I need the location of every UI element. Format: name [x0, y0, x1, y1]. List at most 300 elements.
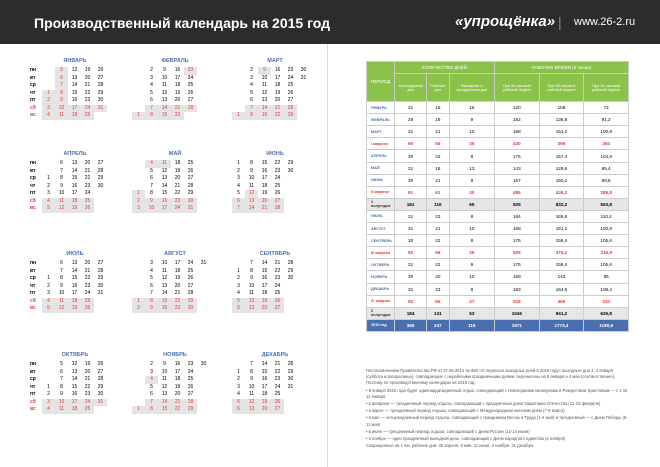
- table-cell: 158,4: [539, 235, 584, 247]
- day-cell: 6: [60, 368, 63, 375]
- day-cell: 25: [81, 298, 94, 306]
- day-cell: 4: [250, 82, 253, 88]
- table-cell: 167: [494, 174, 539, 186]
- day-cell: 19: [174, 275, 181, 281]
- table-cell: 553,8: [584, 198, 629, 210]
- day-cell: 23: [274, 167, 281, 174]
- day-cell: [284, 183, 297, 191]
- month-name: ЯНВАРЬ: [63, 58, 87, 64]
- day-cell: 3: [47, 190, 50, 196]
- table-cell: 23: [427, 210, 450, 222]
- day-cell: [42, 168, 55, 176]
- day-cell: 10: [161, 260, 168, 266]
- period-header: ПЕРИОД: [367, 62, 395, 102]
- day-cell: 17: [261, 175, 268, 181]
- day-cell: 21: [84, 167, 91, 174]
- day-cell: 2: [237, 167, 240, 174]
- day-cell: 21: [174, 290, 181, 296]
- table-cell: 66: [427, 247, 450, 259]
- weekday-labels: пн вт ср чт пт сб вс: [30, 160, 37, 211]
- week-column: [245, 361, 258, 414]
- subheader-cell: При 40-часовой рабочей неделе: [494, 74, 539, 102]
- day-cell: 21: [258, 205, 271, 213]
- table-cell: 157,4: [539, 150, 584, 162]
- day-cell: [132, 384, 145, 392]
- week-column: [94, 67, 107, 120]
- table-cell: 26: [449, 247, 494, 259]
- day-cell: 2: [47, 391, 50, 397]
- table-cell: 30: [449, 186, 494, 198]
- table-cell: 110,4: [584, 210, 629, 222]
- day-cell: [42, 369, 55, 377]
- day-cell: 24: [274, 175, 281, 181]
- day-cell: 26: [187, 89, 194, 96]
- period-name: СЕНТЯБРЬ: [367, 235, 395, 247]
- day-cell: 20: [174, 97, 181, 103]
- day-cell: 25: [274, 290, 281, 296]
- period-name: III квартал: [367, 247, 395, 259]
- month-11: [130, 352, 220, 414]
- table-cell: 10: [449, 223, 494, 235]
- day-cell: 22: [171, 406, 184, 414]
- header-separator: |: [558, 14, 562, 30]
- day-cell: 26: [81, 305, 94, 313]
- day-cell: [197, 399, 210, 407]
- table-cell: 91: [395, 186, 427, 198]
- day-cell: [284, 283, 297, 291]
- day-cell: 19: [68, 305, 81, 313]
- day-cell: 3: [47, 290, 50, 296]
- day-cell: 14: [71, 167, 78, 174]
- day-cell: 28: [271, 205, 284, 213]
- day-cell: [132, 275, 145, 283]
- table-row: [367, 174, 629, 186]
- day-cell: 10: [248, 175, 255, 181]
- day-cell: 7: [145, 399, 158, 407]
- day-cell: 20: [174, 175, 181, 181]
- month-5: [130, 151, 220, 213]
- day-cell: 11: [161, 82, 168, 88]
- day-cell: 12: [161, 89, 168, 96]
- week-column: [297, 67, 310, 120]
- day-cell: 25: [274, 182, 281, 189]
- day-cell: 17: [174, 368, 181, 375]
- month-name: ИЮЛЬ: [66, 251, 84, 257]
- day-cell: 29: [184, 406, 197, 414]
- day-cell: 15: [71, 175, 78, 181]
- day-cell: 30: [97, 282, 104, 289]
- day-cell: 28: [187, 290, 194, 296]
- day-cell: 29: [97, 175, 104, 181]
- table-cell: 20: [427, 271, 450, 283]
- table-cell: 90: [395, 138, 427, 150]
- day-cell: 16: [261, 376, 268, 382]
- day-cell: 6: [232, 198, 245, 206]
- table-cell: 168: [494, 223, 539, 235]
- week-column: [258, 160, 271, 213]
- day-cell: 24: [274, 282, 281, 289]
- day-cell: 24: [287, 74, 294, 81]
- note-paragraph: • в мае — четырехдневный период отдыха, совпадающий с праздником Весны и Труда (1-4 мая) и трехдневный — с Днем Победы (9-11 мая): [366, 415, 628, 427]
- day-cell: [232, 67, 245, 75]
- day-cell: 27: [187, 97, 194, 103]
- day-cell: 15: [71, 275, 78, 281]
- day-cell: 27: [271, 198, 284, 206]
- day-cell: 19: [68, 205, 81, 213]
- week-column: [245, 67, 258, 120]
- week-column: [145, 361, 158, 414]
- day-cell: 14: [258, 105, 271, 113]
- day-cell: 30: [200, 361, 207, 367]
- week-column: [158, 160, 171, 213]
- day-cell: 11: [248, 391, 255, 397]
- table-cell: 55: [427, 138, 450, 150]
- table-cell: 151,2: [539, 126, 584, 138]
- day-cell: 23: [187, 361, 194, 367]
- day-cell: 2: [250, 67, 253, 73]
- week-column: [232, 160, 245, 213]
- day-cell: 30: [97, 97, 104, 103]
- day-cell: 21: [84, 376, 91, 382]
- day-cell: 13: [245, 406, 258, 414]
- day-cell: 8: [145, 298, 158, 306]
- day-cell: 3: [150, 74, 153, 81]
- day-cell: 22: [84, 175, 91, 181]
- day-cell: [94, 205, 107, 213]
- day-cell: 23: [84, 182, 91, 189]
- day-cell: 5: [150, 383, 153, 390]
- day-cell: 8: [250, 160, 253, 166]
- day-cell: 26: [97, 67, 104, 73]
- day-cell: 9: [163, 361, 166, 367]
- day-cell: [297, 112, 310, 120]
- table-cell: 8: [449, 210, 494, 222]
- table-cell: 310: [584, 295, 629, 307]
- day-cell: 9: [145, 198, 158, 206]
- day-cell: 10: [161, 368, 168, 375]
- day-cell: [197, 283, 210, 291]
- day-cell: 30: [287, 167, 294, 174]
- day-cell: 5: [232, 399, 245, 407]
- day-cell: 8: [60, 383, 63, 390]
- day-cell: [284, 290, 297, 298]
- table-cell: 264: [584, 138, 629, 150]
- day-cell: [132, 391, 145, 399]
- period-name: II квартал: [367, 186, 395, 198]
- day-cell: 24: [84, 190, 91, 196]
- day-cell: [284, 205, 297, 213]
- table-cell: 31: [395, 283, 427, 295]
- week-column: [94, 160, 107, 213]
- table-cell: 168: [494, 126, 539, 138]
- day-cell: [132, 268, 145, 276]
- table-cell: 165,6: [539, 210, 584, 222]
- day-cell: 7: [250, 260, 253, 266]
- day-cell: 6: [55, 75, 68, 83]
- table-row: [367, 150, 629, 162]
- day-cell: 27: [271, 305, 284, 313]
- day-cell: [132, 75, 145, 83]
- day-cell: [132, 67, 145, 75]
- day-cell: 18: [174, 267, 181, 274]
- day-cell: [132, 175, 145, 183]
- month-6: [230, 151, 320, 213]
- day-cell: 6: [150, 391, 153, 397]
- day-cell: 28: [184, 105, 197, 113]
- table-cell: 485: [494, 186, 539, 198]
- month-name: МАРТ: [267, 58, 283, 64]
- day-cell: 14: [158, 105, 171, 113]
- table-cell: 131: [427, 307, 450, 319]
- day-cell: 3: [237, 175, 240, 181]
- week-column: [68, 361, 81, 414]
- day-cell: [42, 260, 55, 268]
- weekday-labels: пн вт ср чт пт сб вс: [30, 67, 37, 118]
- week-column: [258, 260, 271, 313]
- day-cell: 15: [161, 190, 168, 196]
- day-cell: [132, 399, 145, 407]
- day-cell: [232, 260, 245, 268]
- day-cell: 28: [187, 182, 194, 189]
- table-cell: 528: [494, 247, 539, 259]
- week-column: [184, 160, 197, 213]
- week-column: [42, 67, 55, 120]
- day-cell: 21: [84, 82, 91, 88]
- day-cell: 25: [187, 376, 194, 382]
- day-cell: 16: [158, 198, 171, 206]
- table-cell: 136,8: [539, 114, 584, 126]
- day-cell: 27: [187, 282, 194, 289]
- day-cell: 15: [258, 112, 271, 120]
- table-cell: 8: [449, 235, 494, 247]
- day-cell: 5: [42, 305, 55, 313]
- table-cell: 30: [395, 235, 427, 247]
- month-3: [230, 58, 320, 120]
- day-cell: 25: [287, 82, 294, 88]
- day-cell: 20: [258, 198, 271, 206]
- day-cell: 3: [250, 74, 253, 81]
- day-cell: 27: [287, 97, 294, 103]
- day-cell: [184, 112, 197, 120]
- day-cell: 8: [60, 275, 63, 281]
- period-name: IV квартал: [367, 295, 395, 307]
- table-row: [367, 223, 629, 235]
- day-cell: [197, 369, 210, 377]
- day-cell: 16: [174, 67, 181, 73]
- table-cell: 13: [449, 162, 494, 174]
- day-cell: 12: [245, 298, 258, 306]
- week-column: [171, 361, 184, 414]
- day-cell: 7: [150, 182, 153, 189]
- day-cell: 17: [158, 205, 171, 213]
- week-column: [184, 361, 197, 414]
- day-cell: 2: [150, 361, 153, 367]
- day-cell: 29: [284, 112, 297, 120]
- day-cell: 22: [84, 275, 91, 281]
- week-column: [245, 260, 258, 313]
- month-1: [30, 58, 120, 120]
- day-cell: 12: [261, 89, 268, 96]
- table-cell: 8: [449, 150, 494, 162]
- day-cell: [297, 90, 310, 98]
- day-cell: [132, 369, 145, 377]
- note-paragraph: • в ноябре — один праздничный выходной день, совпадающий с Днем народного единства (4 ноября): [366, 436, 566, 442]
- table-row: [367, 319, 629, 331]
- month-8: [130, 251, 220, 313]
- week-column: [68, 67, 81, 120]
- day-cell: 18: [68, 112, 81, 120]
- day-cell: 4: [145, 376, 158, 384]
- day-cell: 27: [271, 406, 284, 414]
- site-link[interactable]: www.26-2.ru: [574, 16, 636, 28]
- week-column: [55, 67, 68, 120]
- day-cell: 28: [284, 105, 297, 113]
- day-cell: 22: [171, 298, 184, 306]
- day-cell: 10: [145, 205, 158, 213]
- day-cell: 17: [261, 383, 268, 390]
- day-cell: 7: [60, 167, 63, 174]
- day-cell: 29: [97, 89, 104, 96]
- day-cell: 15: [261, 160, 268, 166]
- day-cell: [197, 384, 210, 392]
- day-cell: 3: [237, 383, 240, 390]
- day-cell: 20: [258, 305, 271, 313]
- brand-logo: «упрощёнка»: [455, 13, 556, 30]
- day-cell: 24: [81, 105, 94, 113]
- week-column: [42, 361, 55, 414]
- day-cell: 24: [187, 368, 194, 375]
- day-cell: 17: [68, 105, 81, 113]
- week-column: [284, 361, 297, 414]
- table-cell: 65: [449, 198, 494, 210]
- day-cell: [284, 406, 297, 414]
- day-cell: 9: [55, 97, 68, 105]
- day-cell: 21: [274, 260, 281, 266]
- table-cell: 10: [449, 126, 494, 138]
- day-cell: 22: [174, 190, 181, 196]
- day-cell: 18: [174, 376, 181, 382]
- day-cell: 30: [184, 198, 197, 206]
- day-cell: 29: [97, 275, 104, 281]
- table-row: [367, 198, 629, 210]
- month-2: [130, 58, 220, 120]
- table-cell: 31: [395, 210, 427, 222]
- day-cell: 28: [287, 361, 294, 367]
- table-cell: 91,2: [584, 114, 629, 126]
- day-cell: 10: [248, 282, 255, 289]
- day-cell: 6: [60, 260, 63, 266]
- day-cell: 9: [250, 376, 253, 382]
- page-title: Производственный календарь на 2015 год: [34, 15, 330, 31]
- day-cell: 5: [150, 89, 153, 96]
- day-cell: 27: [97, 260, 104, 266]
- day-cell: 8: [245, 112, 258, 120]
- days-header: КОЛИЧЕСТВО ДНЕЙ: [395, 62, 495, 74]
- day-cell: 9: [250, 167, 253, 174]
- table-cell: 1046: [494, 307, 539, 319]
- table-row: [367, 102, 629, 114]
- notes-text: [366, 368, 629, 450]
- table-cell: 30: [395, 271, 427, 283]
- day-cell: 11: [161, 267, 168, 274]
- week-column: [245, 160, 258, 213]
- table-cell: 18: [427, 162, 450, 174]
- day-cell: 1: [237, 368, 240, 375]
- day-cell: 17: [274, 74, 281, 81]
- day-cell: 5: [150, 275, 153, 281]
- period-name: ФЕВРАЛЬ: [367, 114, 395, 126]
- day-cell: 1: [237, 160, 240, 166]
- table-cell: 15: [427, 102, 450, 114]
- day-cell: 4: [150, 267, 153, 274]
- day-cell: 2: [42, 97, 55, 105]
- month-7: [30, 251, 120, 313]
- week-column: [132, 260, 145, 313]
- day-cell: 16: [71, 391, 78, 397]
- day-cell: [284, 305, 297, 313]
- day-cell: 4: [42, 112, 55, 120]
- table-cell: 1971: [494, 319, 539, 331]
- day-cell: 23: [274, 376, 281, 382]
- day-cell: 12: [245, 190, 258, 198]
- day-cell: 7: [60, 267, 63, 274]
- table-cell: 22: [427, 259, 450, 271]
- week-column: [55, 260, 68, 313]
- day-cell: 31: [94, 399, 107, 407]
- day-cell: 17: [68, 399, 81, 407]
- table-cell: 31: [395, 102, 427, 114]
- day-cell: 17: [71, 290, 78, 296]
- table-cell: 941,2: [539, 307, 584, 319]
- table-cell: 22: [427, 235, 450, 247]
- month-10: [30, 352, 120, 414]
- month-4: [30, 151, 120, 213]
- day-cell: 11: [55, 198, 68, 206]
- period-name: 1 полугодие: [367, 198, 395, 210]
- day-cell: 19: [174, 167, 181, 174]
- table-cell: 21: [427, 223, 450, 235]
- week-column: [184, 67, 197, 120]
- day-cell: 12: [161, 167, 168, 174]
- table-cell: 365: [395, 319, 427, 331]
- week-column: [94, 260, 107, 313]
- table-row: [367, 186, 629, 198]
- day-cell: 31: [184, 205, 197, 213]
- day-cell: 2: [237, 376, 240, 382]
- table-cell: 396: [539, 138, 584, 150]
- table-cell: 440: [494, 138, 539, 150]
- table-cell: 184: [494, 210, 539, 222]
- day-cell: 23: [84, 97, 91, 103]
- subheader-cell: Рабочие дни: [427, 74, 450, 102]
- day-cell: 13: [161, 282, 168, 289]
- day-cell: 13: [71, 260, 78, 266]
- week-column: [145, 260, 158, 313]
- day-cell: 23: [84, 282, 91, 289]
- day-cell: 12: [161, 275, 168, 281]
- day-cell: 29: [97, 383, 104, 390]
- day-cell: 14: [71, 376, 78, 382]
- day-cell: 7: [145, 105, 158, 113]
- day-cell: 7: [250, 361, 253, 367]
- day-cell: [284, 298, 297, 306]
- table-cell: 30: [395, 174, 427, 186]
- day-cell: 15: [158, 298, 171, 306]
- week-column: [284, 160, 297, 213]
- day-cell: 26: [187, 275, 194, 281]
- table-cell: 184: [395, 307, 427, 319]
- day-cell: 11: [248, 182, 255, 189]
